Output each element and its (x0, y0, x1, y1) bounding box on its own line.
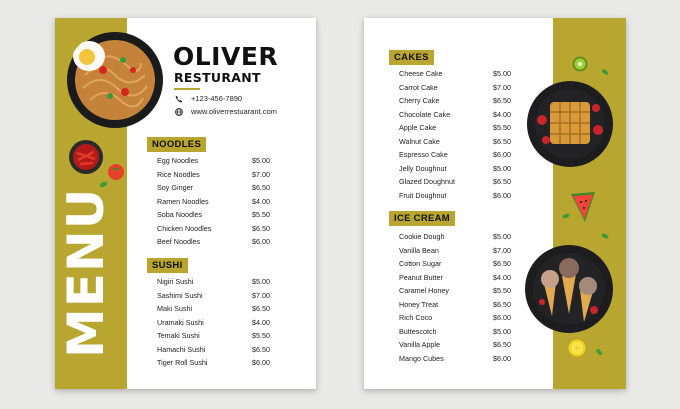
item-name: Fruit Doughnut (399, 190, 447, 200)
sushi-list (157, 275, 270, 370)
list-item (157, 302, 270, 316)
list-item (399, 94, 511, 108)
phone-icon (175, 95, 183, 103)
item-name: Jelly Doughnut (399, 163, 447, 173)
item-price: $6.00 (252, 358, 270, 368)
item-name: Chicken Noodles (157, 223, 212, 233)
item-name: Tiger Roll Sushi (157, 358, 208, 368)
list-item (399, 298, 511, 312)
item-price: $7.00 (252, 290, 270, 300)
item-name: Sashimi Sushi (157, 290, 203, 300)
cakes-section-title: CAKES (389, 50, 434, 65)
item-name: Nigiri Sushi (157, 277, 194, 287)
item-name: Ramen Noodles (157, 196, 209, 206)
item-price: $4.00 (493, 109, 511, 119)
item-price: $6.50 (493, 299, 511, 309)
list-item (399, 338, 511, 352)
item-price: $7.00 (493, 245, 511, 255)
list-item (157, 181, 270, 195)
item-price: $5.00 (493, 163, 511, 173)
phone-contact (175, 94, 242, 103)
restaurant-subtitle: RESTURANT (174, 70, 261, 85)
item-price: $6.50 (252, 344, 270, 354)
item-name: Beef Noodles (157, 237, 201, 247)
item-name: Soy Ginger (157, 183, 193, 193)
noodles-section-title: NOODLES (147, 137, 206, 152)
list-item (157, 329, 270, 343)
ice-cream-section-title: ICE CREAM (389, 211, 455, 226)
list-item (399, 108, 511, 122)
item-price: $5.00 (252, 156, 270, 166)
item-price: $6.00 (493, 150, 511, 160)
restaurant-name: OLIVER (173, 42, 279, 71)
item-price: $5.50 (493, 286, 511, 296)
item-price: $6.50 (493, 136, 511, 146)
item-name: Mango Cubes (399, 353, 444, 363)
item-name: Cheese Cake (399, 69, 443, 79)
item-name: Rich Coco (399, 313, 433, 323)
item-name: Cherry Cake (399, 96, 440, 106)
list-item (399, 325, 511, 339)
item-price: $6.50 (493, 96, 511, 106)
item-name: Carrot Cake (399, 82, 438, 92)
item-price: $5.00 (252, 277, 270, 287)
item-name: Espresso Cake (399, 150, 448, 160)
item-price: $6.50 (493, 177, 511, 187)
item-name: Hamachi Sushi (157, 344, 206, 354)
list-item (399, 271, 511, 285)
item-price: $7.00 (252, 169, 270, 179)
list-item (157, 208, 270, 222)
menu-banner: MENU (57, 187, 115, 358)
lemon-slice-icon (568, 339, 586, 357)
item-name: Uramaki Sushi (157, 317, 204, 327)
list-item (399, 189, 511, 203)
list-item (399, 230, 511, 244)
title-underline (174, 88, 200, 90)
web-contact (175, 107, 277, 116)
globe-icon (175, 108, 183, 116)
item-name: Vanilla Apple (399, 340, 441, 350)
item-name: Walnut Cake (399, 136, 440, 146)
list-item (399, 284, 511, 298)
item-name: Peanut Butter (399, 272, 443, 282)
list-item (399, 162, 511, 176)
item-price: $7.00 (493, 82, 511, 92)
leaf-icon (595, 348, 603, 356)
list-item (399, 257, 511, 271)
noodles-list (157, 154, 270, 249)
ice-cream-plate-image (524, 244, 614, 334)
item-name: Temaki Sushi (157, 331, 200, 341)
sushi-section-title: SUSHI (147, 258, 188, 273)
list-item (157, 289, 270, 303)
list-item (399, 121, 511, 135)
website-url: www.oliverrestuarant.com (191, 107, 277, 116)
list-item (157, 343, 270, 357)
noodle-plate-image (65, 30, 165, 130)
item-name: Egg Noodles (157, 156, 199, 166)
item-price: $6.50 (252, 304, 270, 314)
item-price: $5.00 (493, 326, 511, 336)
item-name: Rice Noodles (157, 169, 200, 179)
list-item (399, 135, 511, 149)
list-item (399, 352, 511, 366)
item-price: $6.00 (493, 353, 511, 363)
list-item (157, 275, 270, 289)
kiwi-icon (572, 56, 588, 72)
item-price: $5.00 (493, 232, 511, 242)
list-item (157, 235, 270, 249)
item-name: Caramel Honey (399, 286, 449, 296)
tomato-icon (107, 163, 125, 181)
waffle-plate-image (526, 80, 614, 168)
item-price: $5.50 (252, 210, 270, 220)
item-name: Vanilla Bean (399, 245, 439, 255)
list-item (399, 244, 511, 258)
cakes-list (399, 67, 511, 202)
item-price: $4.00 (252, 317, 270, 327)
leaf-icon (562, 212, 570, 220)
item-price: $6.00 (252, 237, 270, 247)
list-item (399, 311, 511, 325)
list-item (157, 316, 270, 330)
item-name: Soba Noodles (157, 210, 203, 220)
list-item (157, 195, 270, 209)
item-price: $4.00 (493, 272, 511, 282)
item-name: Chocolate Cake (399, 109, 451, 119)
item-name: Cookie Dough (399, 232, 445, 242)
item-name: Cotton Sugar (399, 259, 442, 269)
list-item (399, 81, 511, 95)
item-price: $6.50 (252, 223, 270, 233)
item-price: $5.00 (493, 69, 511, 79)
leaf-icon (601, 68, 609, 76)
phone-number: +123-456-7890 (191, 94, 243, 103)
leaf-icon (601, 232, 609, 240)
chili-bowl-image (68, 139, 104, 175)
item-price: $6.50 (493, 340, 511, 350)
item-name: Glazed Doughnut (399, 177, 455, 187)
list-item (157, 168, 270, 182)
item-price: $6.00 (493, 313, 511, 323)
item-price: $6.00 (493, 190, 511, 200)
item-name: Honey Treat (399, 299, 439, 309)
item-name: Buttescotch (399, 326, 437, 336)
item-price: $6.50 (252, 183, 270, 193)
list-item (399, 148, 511, 162)
item-price: $5.50 (252, 331, 270, 341)
item-name: Apple Cake (399, 123, 437, 133)
item-name: Maki Sushi (157, 304, 193, 314)
list-item (399, 67, 511, 81)
list-item (157, 154, 270, 168)
item-price: $4.00 (252, 196, 270, 206)
watermelon-icon (569, 190, 597, 224)
list-item (399, 175, 511, 189)
item-price: $5.50 (493, 123, 511, 133)
list-item (157, 222, 270, 236)
left-menu-page (55, 18, 316, 389)
leaf-icon (99, 180, 108, 189)
list-item (157, 356, 270, 370)
ice-cream-list (399, 230, 511, 365)
right-menu-page (364, 18, 626, 389)
item-price: $6.50 (493, 259, 511, 269)
